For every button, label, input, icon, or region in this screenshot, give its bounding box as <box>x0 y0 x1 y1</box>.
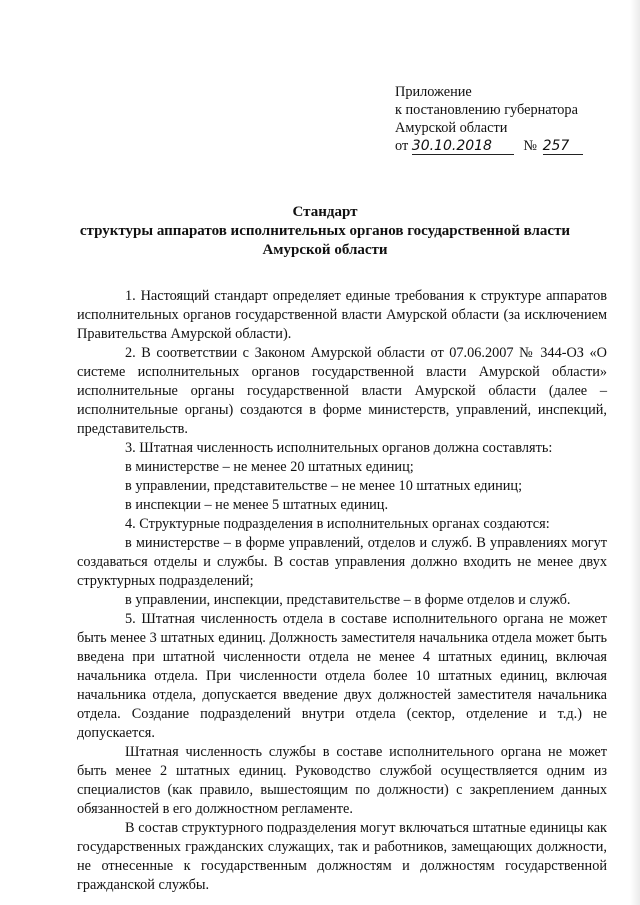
paragraph-5-service: Штатная численность службы в составе исполнительного органа не может быть менее 2 штатных единиц. Руководство службой осуществляется одним из специалистов (как правило, вышестоящим по должности) с закреплением данных обязанностей в его должностном регламенте. <box>77 744 607 817</box>
document-body <box>77 287 607 895</box>
handwritten-date: 30.10.2018 <box>412 139 514 155</box>
from-label: от <box>395 138 409 154</box>
paragraph-3: 3. Штатная численность исполнительных органов должна составлять: <box>125 440 553 456</box>
paragraph-4: 4. Структурные подразделения в исполнительных органах создаются: <box>125 516 550 532</box>
paragraph-5-composition: В состав структурного подразделения могут включаться штатные единицы как государственных гражданских служащих, так и работников, замещающих должности, не отнесенные к государственным должностям и должностям государственной гражданской службы. <box>77 820 607 893</box>
title-line-standard: Стандарт <box>292 204 358 220</box>
paragraph-4-administration: в управлении, инспекции, представительстве – в форме отделов и служб. <box>125 592 571 608</box>
number-label: № <box>523 138 538 154</box>
paragraph-5: 5. Штатная численность отдела в составе исполнительного органа не может быть менее 3 штатных единиц. Должность заместителя начальника отдела может быть введена при штатной численности отдела не менее 4 штатных единиц, включая начальника отдела. При численности отдела более 10 штатных единиц, включая начальника отдела, допускается введение двух должностей заместителя начальника отдела. Создание подразделений внутри отдела (сектор, отделение и т.д.) не допускается. <box>77 611 607 741</box>
paragraph-2: 2. В соответствии с Законом Амурской области от 07.06.2007 № 344-ОЗ «О системе исполнительных органов государственной власти Амурской области» исполнительные органы государственной власти Амурской области (далее – исполнительные органы) создаются в форме министерств, управлений, инспекций, представительств. <box>77 345 607 437</box>
decree-date-number-row <box>395 137 583 155</box>
paragraph-3-administration: в управлении, представительстве – не менее 10 штатных единиц; <box>125 478 523 494</box>
appendix-region-line: Амурской области <box>395 120 508 136</box>
paragraph-3-ministry: в министерстве – не менее 20 штатных единиц; <box>125 459 414 475</box>
appendix-block <box>395 83 583 155</box>
scan-edge-shadow <box>630 0 640 905</box>
handwritten-number: 257 <box>543 139 583 155</box>
paragraph-1: 1. Настоящий стандарт определяет единые требования к структуре аппаратов исполнительных органов государственной власти Амурской области (за исключением Правительства Амурской области). <box>77 288 607 342</box>
document-title <box>60 203 590 260</box>
title-line-region: Амурской области <box>262 242 388 258</box>
appendix-heading: Приложение <box>395 84 472 100</box>
paragraph-4-ministry: в министерстве – в форме управлений, отделов и служб. В управлениях могут создаваться отделы и службы. В состав управления должно входить не менее двух структурных подразделений; <box>77 535 607 589</box>
paragraph-3-inspection: в инспекции – не менее 5 штатных единиц. <box>125 497 389 513</box>
title-line-structure: структуры аппаратов исполнительных органов государственной власти <box>79 223 571 239</box>
appendix-decree-line: к постановлению губернатора <box>395 102 578 118</box>
